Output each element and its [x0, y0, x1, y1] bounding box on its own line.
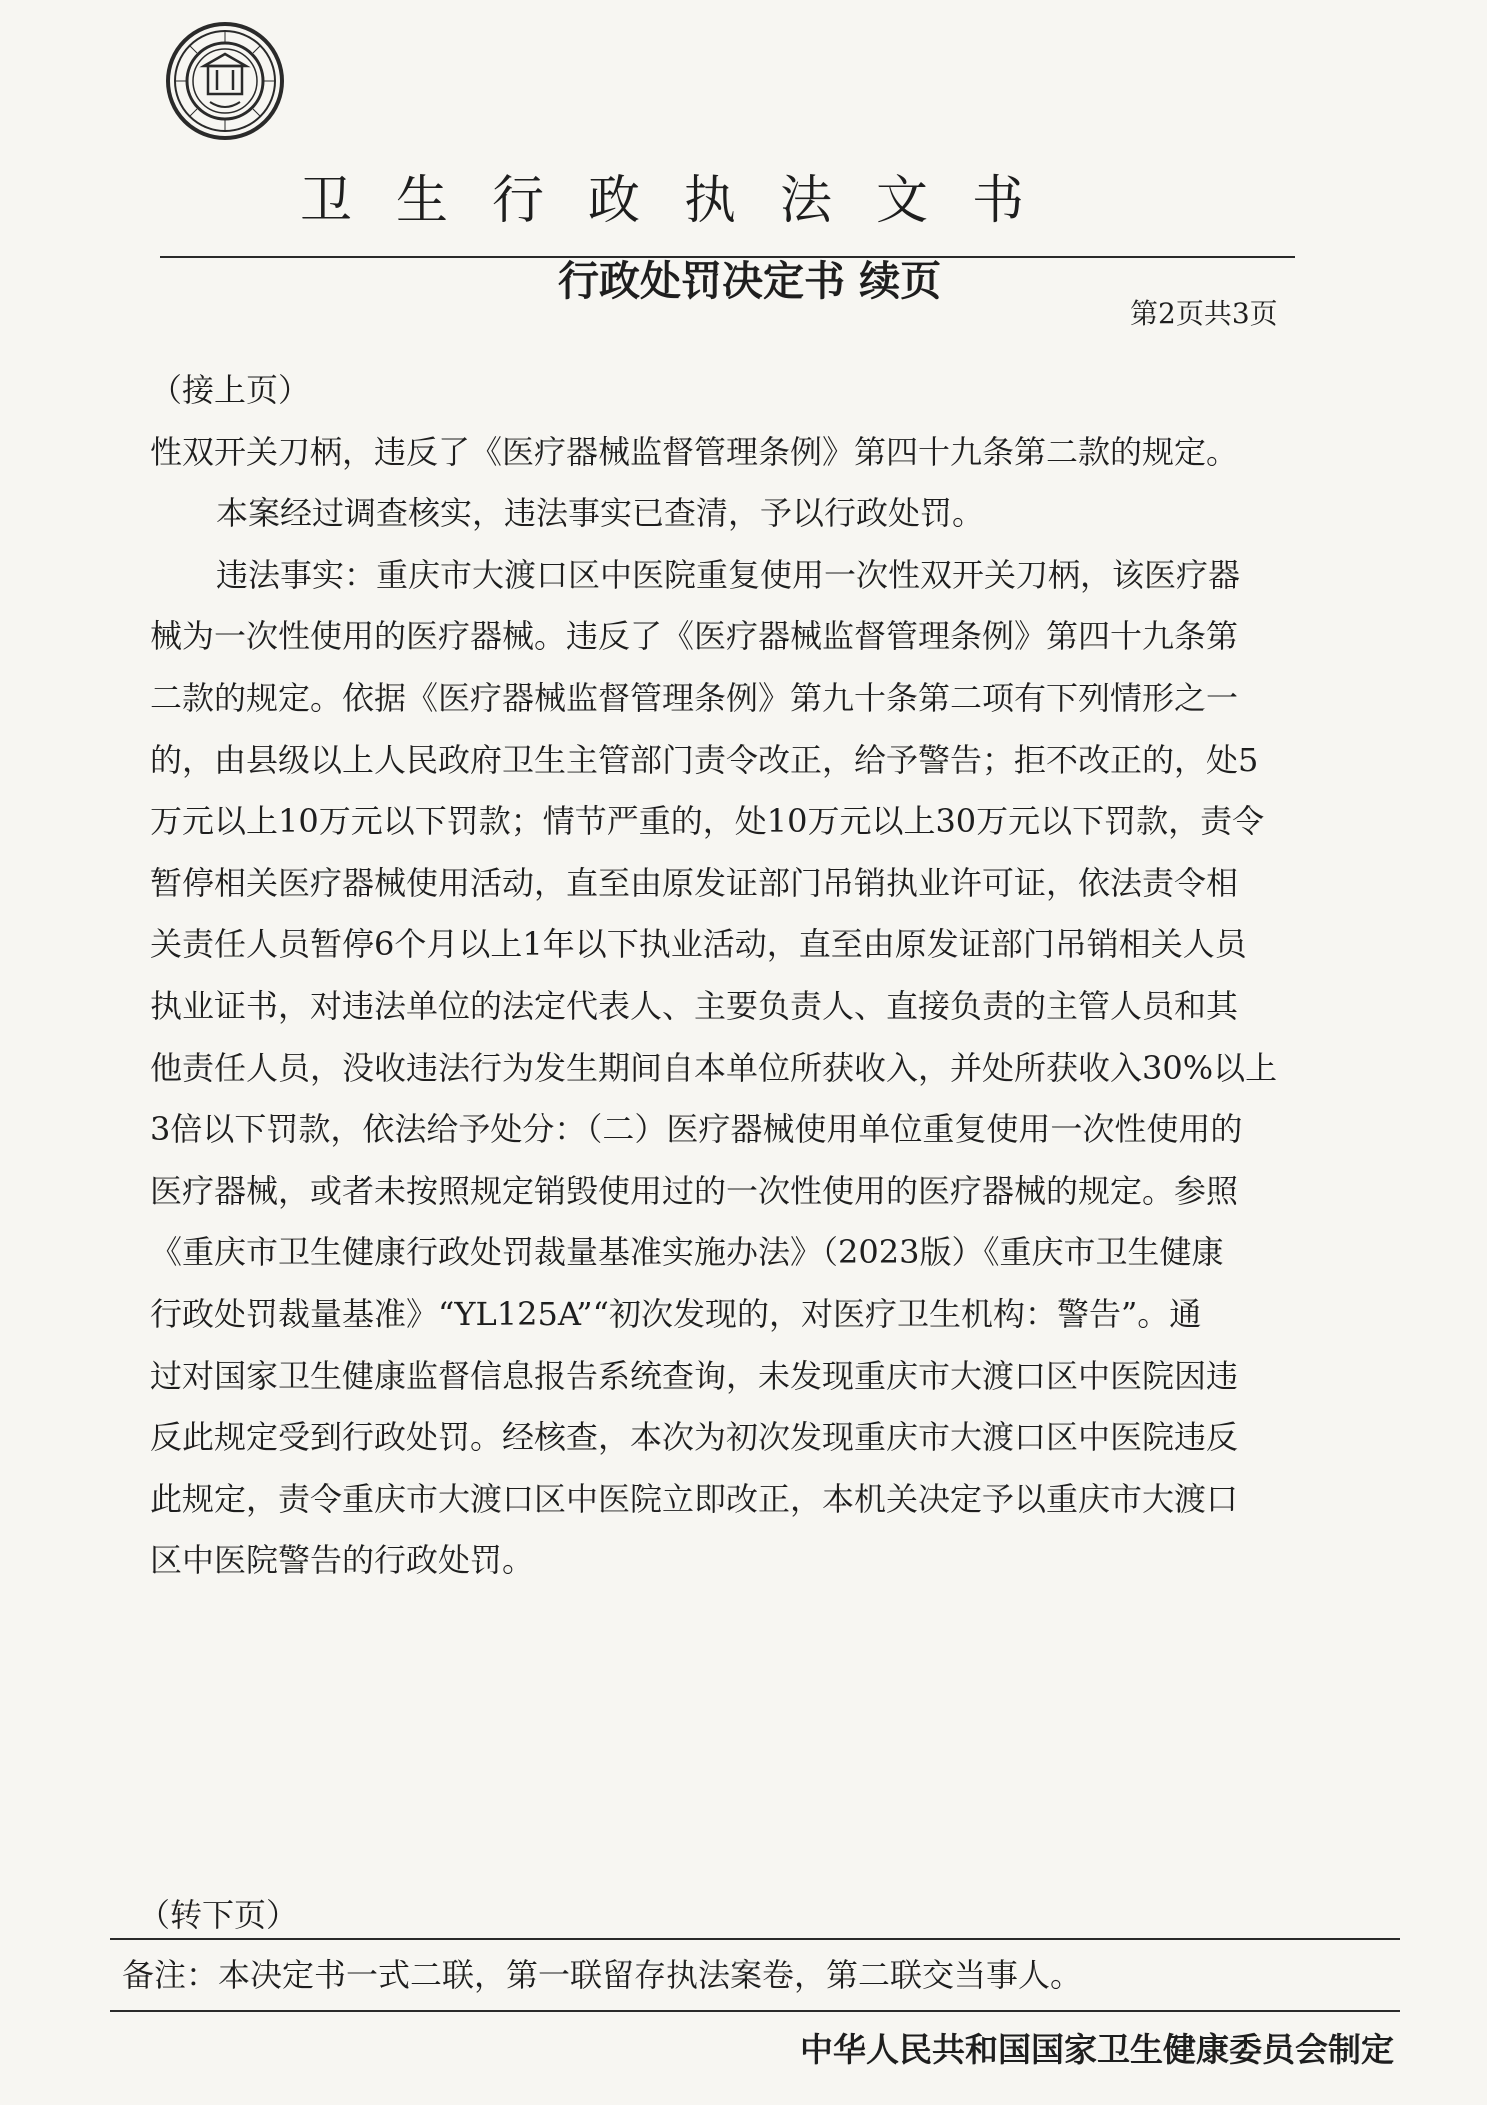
footer-divider-bottom — [110, 2010, 1400, 2012]
body-line: 执业证书，对违法单位的法定代表人、主要负责人、直接负责的主管人员和其 — [150, 986, 1239, 1025]
document-body — [150, 360, 1300, 1592]
emblem-seal — [166, 22, 284, 140]
remark-note: 备注：本决定书一式二联，第一联留存执法案卷，第二联交当事人。 — [122, 1956, 1083, 1994]
footer-divider-top — [110, 1938, 1400, 1940]
issuer-line: 中华人民共和国国家卫生健康委员会制定 — [800, 2030, 1394, 2069]
body-line: （接上页） — [150, 371, 311, 409]
body-line: 本案经过调查核实，违法事实已查清，予以行政处罚。 — [216, 494, 985, 533]
body-line: 医疗器械，或者未按照规定销毁使用过的一次性使用的医疗器械的规定。参照 — [150, 1171, 1239, 1210]
body-line: 过对国家卫生健康监督信息报告系统查询，未发现重庆市大渡口区中医院因违 — [150, 1356, 1239, 1395]
body-line: 二款的规定。依据《医疗器械监督管理条例》第九十条第二项有下列情形之一 — [150, 678, 1239, 717]
document-title: 行政处罚决定书 续页 — [558, 257, 942, 305]
body-line: 行政处罚裁量基准》“YL125A”“初次发现的，对医疗卫生机构：警告”。通 — [150, 1294, 1202, 1333]
body-line: 此规定，责令重庆市大渡口区中医院立即改正，本机关决定予以重庆市大渡口 — [150, 1479, 1239, 1518]
page-number: 第2页共3页 — [1130, 297, 1278, 330]
body-line: 械为一次性使用的医疗器械。违反了《医疗器械监督管理条例》第四十九条第 — [150, 617, 1239, 656]
body-line: 关责任人员暂停6个月以上1年以下执业活动，直至由原发证部门吊销相关人员 — [150, 925, 1247, 964]
body-line: 他责任人员，没收违法行为发生期间自本单位所获收入，并处所获收入30%以上 — [150, 1048, 1278, 1087]
body-line: 3倍以下罚款，依法给予处分：（二）医疗器械使用单位重复使用一次性使用的 — [150, 1110, 1243, 1149]
body-line: 《重庆市卫生健康行政处罚裁量基准实施办法》（2023版）《重庆市卫生健康 — [150, 1233, 1224, 1272]
emblem-graphic — [170, 26, 280, 136]
body-line: 万元以上10万元以下罚款；情节严重的，处10万元以上30万元以下罚款，责令 — [150, 802, 1265, 841]
body-line: 性双开关刀柄，违反了《医疗器械监督管理条例》第四十九条第二款的规定。 — [150, 432, 1239, 471]
body-line: 违法事实：重庆市大渡口区中医院重复使用一次性双开关刀柄，该医疗器 — [216, 555, 1241, 594]
body-line: 的，由县级以上人民政府卫生主管部门责令改正，给予警告；拒不改正的，处5 — [150, 740, 1259, 779]
header-title: 卫生行政执法文书 — [300, 171, 1069, 231]
body-line: 暂停相关医疗器械使用活动，直至由原发证部门吊销执业许可证，依法责令相 — [150, 863, 1239, 902]
body-line: 反此规定受到行政处罚。经核查，本次为初次发现重庆市大渡口区中医院违反 — [150, 1418, 1239, 1457]
continued-next-note: （转下页） — [138, 1896, 299, 1934]
body-line: 区中医院警告的行政处罚。 — [150, 1541, 535, 1580]
